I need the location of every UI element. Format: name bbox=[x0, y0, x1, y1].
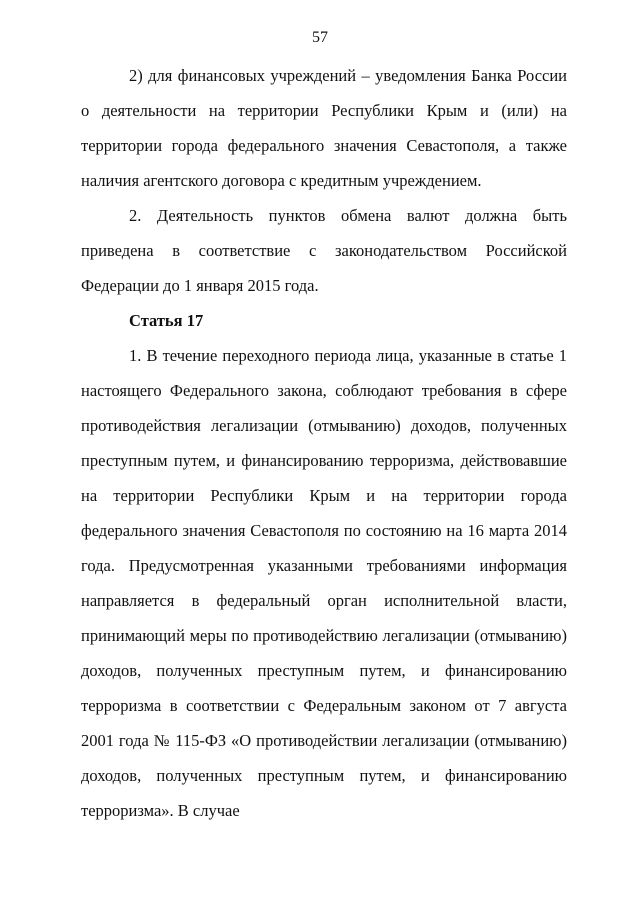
page-number: 57 bbox=[312, 29, 328, 46]
paragraph-currency-exchange: 2. Деятельность пунктов обмена валют должна быть приведена в соответствие с законодательством Российской Федерации до 1 января 2015 года. bbox=[81, 206, 567, 295]
document-body bbox=[81, 58, 567, 828]
article-heading: Статья 17 bbox=[129, 311, 204, 330]
article-paragraph: 1. В течение переходного периода лица, указанные в статье 1 настоящего Федерального закона, соблюдают требования в сфере противодействия легализации (отмыванию) доходов, полученных преступным путем, и финансированию терроризма, действовавшие на территории Республики Крым и на территории города федерального значения Севастополя по состоянию на 16 марта 2014 года. Предусмотренная указанными требованиями информация направляется в федеральный орган исполнительной власти, принимающий меры по противодействию легализации (отмыванию) доходов, полученных преступным путем, и финансированию терроризма в соответствии с Федеральным законом от 7 августа 2001 года № 115-ФЗ «О противодействии легализации (отмыванию) доходов, полученных преступным путем, и финансированию терроризма». В случае bbox=[81, 346, 567, 820]
paragraph-financial-institutions: 2) для финансовых учреждений – уведомления Банка России о деятельности на территории Республики Крым и (или) на территории города федерального значения Севастополя, а также наличия агентского договора с кредитным учреждением. bbox=[81, 66, 567, 190]
